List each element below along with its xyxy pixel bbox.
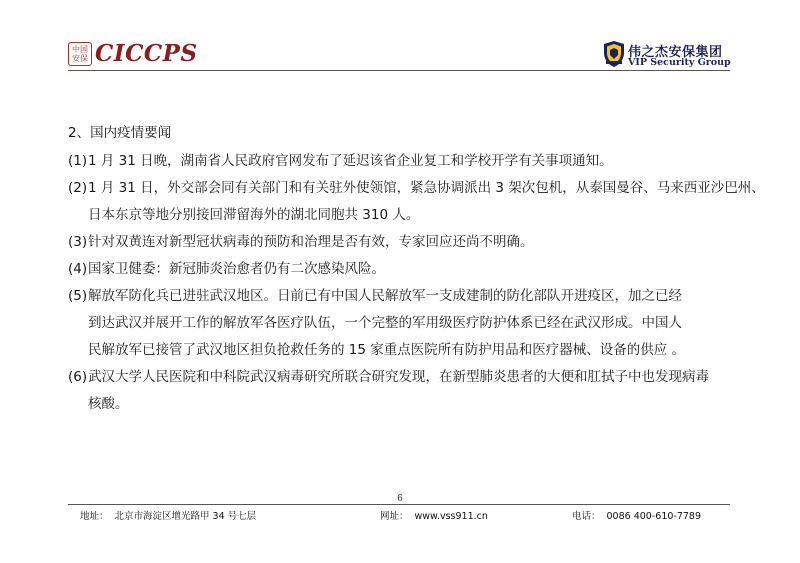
website-link[interactable]: www.vss911.cn (414, 511, 488, 522)
item-number: (2) (68, 180, 88, 196)
seal-icon (68, 42, 92, 66)
news-list (68, 148, 765, 418)
item-text (88, 364, 740, 418)
item-line: 1 月 31 日晚，湖南省人民政府官网发布了延迟该省企业复工和学校开学有关事项通知。 (88, 153, 613, 169)
item-text (88, 283, 740, 364)
page-number: 6 (397, 494, 403, 504)
shield-logo-icon (603, 40, 625, 68)
header-divider (68, 70, 730, 71)
seal-text: 中国 安保 (72, 45, 88, 63)
item-number: (5) (68, 288, 88, 304)
item-number: (4) (68, 261, 88, 277)
list-item (68, 229, 740, 256)
address-label: 地址： (80, 511, 109, 522)
item-line: 到达武汉并展开工作的解放军各医疗队伍，一个完整的军用级医疗防护体系已经在武汉形成。中国人 (88, 315, 682, 331)
phone-value: 0086 400-610-7789 (606, 511, 702, 522)
item-line: 1 月 31 日，外交部会同有关部门和有关驻外使领馆，紧急协调派出 3 架次包机，从泰国曼谷、马来西亚沙巴州、 (88, 180, 765, 196)
item-line: 民解放军已接管了武汉地区担负抢救任务的 15 家重点医院所有防护用品和医疗器械、设备的供应 。 (88, 342, 686, 358)
website-label: 网址： (380, 511, 409, 522)
item-line: 核酸。 (88, 396, 129, 412)
item-text (88, 148, 740, 175)
list-item (68, 364, 740, 418)
item-text (88, 256, 740, 283)
list-item (68, 283, 740, 364)
item-number: (6) (68, 369, 88, 385)
vip-group-name-cn: 伟之杰安保集团 (628, 45, 723, 60)
item-line: 解放军防化兵已进驻武汉地区。日前已有中国人民解放军一支成建制的防化部队开进疫区，加之已经 (88, 288, 682, 304)
item-line: 武汉大学人民医院和中科院武汉病毒研究所联合研究发现，在新型肺炎患者的大便和肛拭子中也发现病毒 (88, 369, 709, 385)
item-line: 针对双黄连对新型冠状病毒的预防和治理是否有效，专家回应还尚不明确。 (88, 234, 534, 250)
item-number: (3) (68, 234, 88, 250)
list-item (68, 148, 740, 175)
page-header (0, 0, 800, 80)
section-heading: 2、国内疫情要闻 (68, 125, 172, 141)
footer-address (80, 508, 256, 522)
footer-website (380, 508, 488, 522)
footer-phone (572, 508, 701, 522)
list-item (68, 175, 765, 229)
item-line: 日本东京等地分别接回滞留海外的湖北同胞共 310 人。 (88, 207, 420, 223)
vip-group-name-en: VIP Security Group (628, 57, 731, 68)
ciccps-logo: CICCPS (95, 40, 198, 67)
phone-label: 电话： (572, 511, 601, 522)
list-item (68, 256, 740, 283)
item-text (88, 229, 740, 256)
item-number: (1) (68, 153, 88, 169)
item-text (88, 175, 765, 229)
item-line: 国家卫健委：新冠肺炎治愈者仍有二次感染风险。 (88, 261, 385, 277)
footer-divider (68, 504, 730, 505)
address-value: 北京市海淀区增光路甲 34 号七层 (114, 511, 257, 522)
